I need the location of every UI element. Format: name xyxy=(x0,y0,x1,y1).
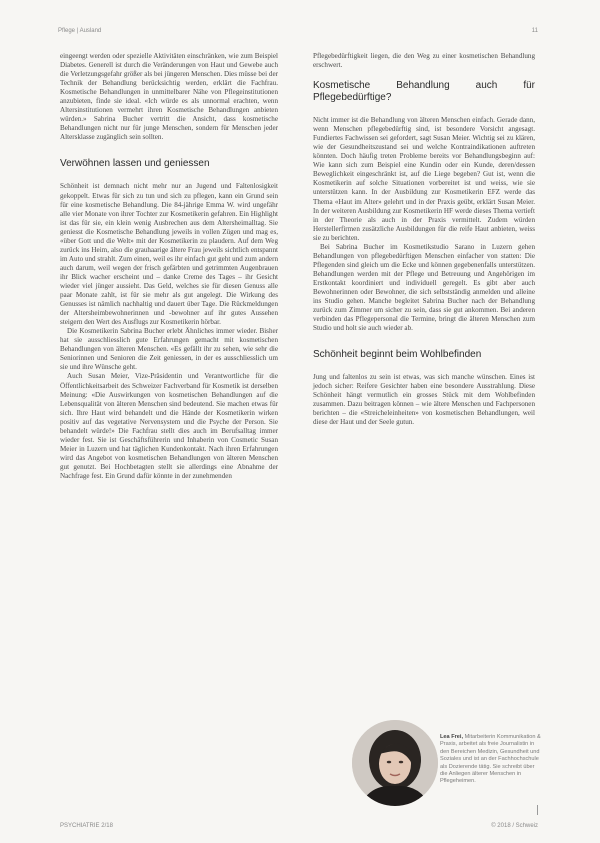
section-heading: Schönheit beginnt beim Wohlbefinden xyxy=(313,349,482,361)
author-name: Lea Frei, xyxy=(440,734,464,740)
column-rule xyxy=(537,805,538,815)
author-box xyxy=(352,720,542,810)
section-heading: Verwöhnen lassen und geniessen xyxy=(60,158,210,170)
paragraph: Die Kosmetikerin Sabrina Bucher erlebt Ähnliches immer wieder. Bisher hat sie ausschliesslich gute Erfahrungen gemacht mit kosmetischen Behandlungen von älteren Menschen. «Es gefällt ihr zu sehen, wie sehr die Seniorinnen und Senioren die Zeit geniessen, in der es ausschliesslich um sie und ihre Wünsche geht. xyxy=(60,327,278,372)
section-heading: Kosmetische Behandlung auch für Pflegebedürftige? xyxy=(313,80,535,104)
paragraph: eingeengt werden oder spezielle Aktivitäten einschränken, wie zum Beispiel Diabetes. Generell ist durch die Veränderungen von Haut und Gewebe auch die Verletzungsgefahr größer als bei jüngeren Menschen. Dies müsse bei der Technik der Behandlung berücksichtig werden, erklärt die Fachfrau. Kosmetische Behandlungen in unmittelbarer Nähe von Pflegeinstitutionen anzubieten, finde sie ideal. «Ich würde es als unnormal erachten, wenn Altersinstitutionen vermehrt ihren Kosmetische Behandlungen anbieten würden.» Sabrina Bucher vertritt die Ansicht, dass kosmetische Behandlungen nicht nur für junge Menschen, sondern für Menschen jeder Altersklasse zugänglich sein sollten. xyxy=(60,52,278,142)
author-description: Mitarbeiterin Kommunikation & Praxis, arbeitet als freie Journalistin in den Bereichen Medizin, Gesundheit und Soziales und ist an der Fachhochschule als Dozierende tätig. Sie schreibt über die Anliegen älterer Menschen in Pflegeheimen. xyxy=(440,734,541,785)
paragraph: Nicht immer ist die Behandlung von älteren Menschen einfach. Gerade dann, wenn Menschen pflegebedürftig sind, ist besondere Vorsicht angesagt. Fundiertes Fachwissen sei gefordert, sagt Susan Meier. Wichtig sei zu klären, wie der Gesundheitszustand sei und welche Kontraindikationen auftreten könnten. Doch häufig treten Probleme bereits vor Behandlungsbeginn auf: Wie kann sich zum Beispiel eine Kundin oder ein Kunde, deren/dessen Beweglichkeit eingeschränkt ist, auf die Liege begeben? Gut ist, wenn die Kosmetikerin auf solche Situationen vorbereitet ist und weiss, wie sie unterstützen kann. In der Ausbildung zur Kosmetikerin EFZ werde das Thema «Haut im Alter» gelehrt und in der Praxis geübt, erklärt Susan Meier. In der weiteren Ausbildung zur Kosmetikerin HF werde dieses Thema vertieft in der Theorie als auch in der Praxis vermittelt. Zudem würden Herstellerfirmen zusätzliche Ausbildungen für die reife Haut anbieten, weiss sie zu berichten. xyxy=(313,116,535,242)
footer-copyright: © 2018 / Schweiz xyxy=(491,823,538,829)
footer-issue: PSYCHIATRIE 2/18 xyxy=(60,823,113,829)
author-bio xyxy=(440,734,542,786)
paragraph: Pflegebedürftigkeit liegen, die den Weg zu einer kosmetischen Behandlung erschwert. xyxy=(313,52,535,70)
author-portrait xyxy=(352,720,438,806)
right-column xyxy=(313,52,535,428)
paragraph: Schönheit ist demnach nicht mehr nur an Jugend und Faltenlosigkeit gekoppelt. Etwas für sich zu tun und sich zu pflegen, kann ein Grund sein für eine kosmetische Behandlung. Die 84-jährige Emma W. wird ungefähr alle vier Monate von ihrer Tochter zur Kosmetikerin gefahren. Ein Highlight ist das für sie, ein klein wenig Ausbrechen aus dem Altersheimalltag. Sie geniesst die Kosmetische Behandlung jeweils in vollen Zügen und mag es, «über Gott und die Welt» mit der Kosmetikerin zu plaudern. Auf dem Weg zurück ins Heim, also die grauhaarige ältere Frau jeweils sichtlich entspannt im Auto und strahlt. Zum einen, weil es ihr einfach gut geht und zum andern auch darum, weil wegen der frisch gefärbten und getrimmten Augenbrauen ihr Blick wacher erscheint und – danke Creme des Tages – ihr Gesicht wieder viel jünger aussieht. Das Geld, welches sie für diesen Genuss alle paar Monate zahlt, ist für sie mehr als gut angelegt. Die Wirkung des Genusses ist nämlich nachhaltig und dauert über Tage. Die Rückmeldungen der Altersheimbewohnerinnen und -bewohner auf ihr gutes Aussehen steigern den Wert des Ausflugs zur Kosmetikerin hörbar. xyxy=(60,182,278,327)
paragraph: Bei Sabrina Bucher im Kosmetikstudio Sarano in Luzern gehen Behandlungen von pflegebedürftigen Menschen einfacher von statten: Die Pflegenden sind gleich um die Ecke und können gegebenenfalls unterstützen. Behandlungen werden mit der Pflege und Betreuung und Angehörigen im Erstkontakt koordiniert und individuell geregelt. Es gibt aber auch Bewohnerinnen oder Bewohner, die sich selbstständig anmelden und alleine ins Studio gehen. Manche begleitet Sabrina Bucher nach der Behandlung zurück zum Zimmer um sicher zu sein, dass sie gut ankommen. Bei anderen verbinden das Pflegepersonal die Termine, bringt die älteren Menschen zum Studio und holt sie auch wieder ab. xyxy=(313,242,535,333)
running-head-left: Pflege | Ausland xyxy=(58,28,102,34)
page-footer xyxy=(60,823,538,829)
portrait-image xyxy=(352,720,438,806)
running-head xyxy=(58,28,538,34)
left-column xyxy=(60,52,278,481)
paragraph: Auch Susan Meier, Vize-Präsidentin und Verantwortliche für die Öffentlichkeitsarbeit des Schweizer Fachverband für Kosmetik ist derselben Meinung: «Die Auswirkungen von kosmetischen Behandlungen auf die Lebensqualität von älteren Menschen sind bedeutend. Sie machen etwas für sich. Ihre Haut wird behandelt und die Hände der Kosmetikerin wirken positiv auf das vegetative Nervensystem und die Psyche der Person. Sie behandelt würde!» Die Fachfrau stellt dies auch im Berufsalltag immer wieder fest. Sie ist Geschäftsführerin und Inhaberin von Cosmetic Susan Meier in Luzern und hat täglichen Kundenkontakt. Nach ihren Erfahrungen wird das Angebot von kosmetischen Behandlungen von älteren Menschen gut genutzt. Bei Hochbetagten stellt sie allerdings eine Abnahme der Nachfrage fest. Ein Grund dafür könnte in der zunehmenden xyxy=(60,372,278,480)
page-number: 11 xyxy=(531,28,538,34)
paragraph: Jung und faltenlos zu sein ist etwas, was sich manche wünschen. Eines ist jedoch sicher: Reifere Gesichter haben eine besondere Ausstrahlung. Diese Schönheit hängt vermutlich ein grosses Stück mit dem Wohlbefinden zusammen. Dazu beitragen können – wie ältere Menschen und Fachpersonen berichten – die «Streicheleinheiten» von kosmetischen Behandlungen, weil diese der Haut und der Seele gutun. xyxy=(313,373,535,427)
